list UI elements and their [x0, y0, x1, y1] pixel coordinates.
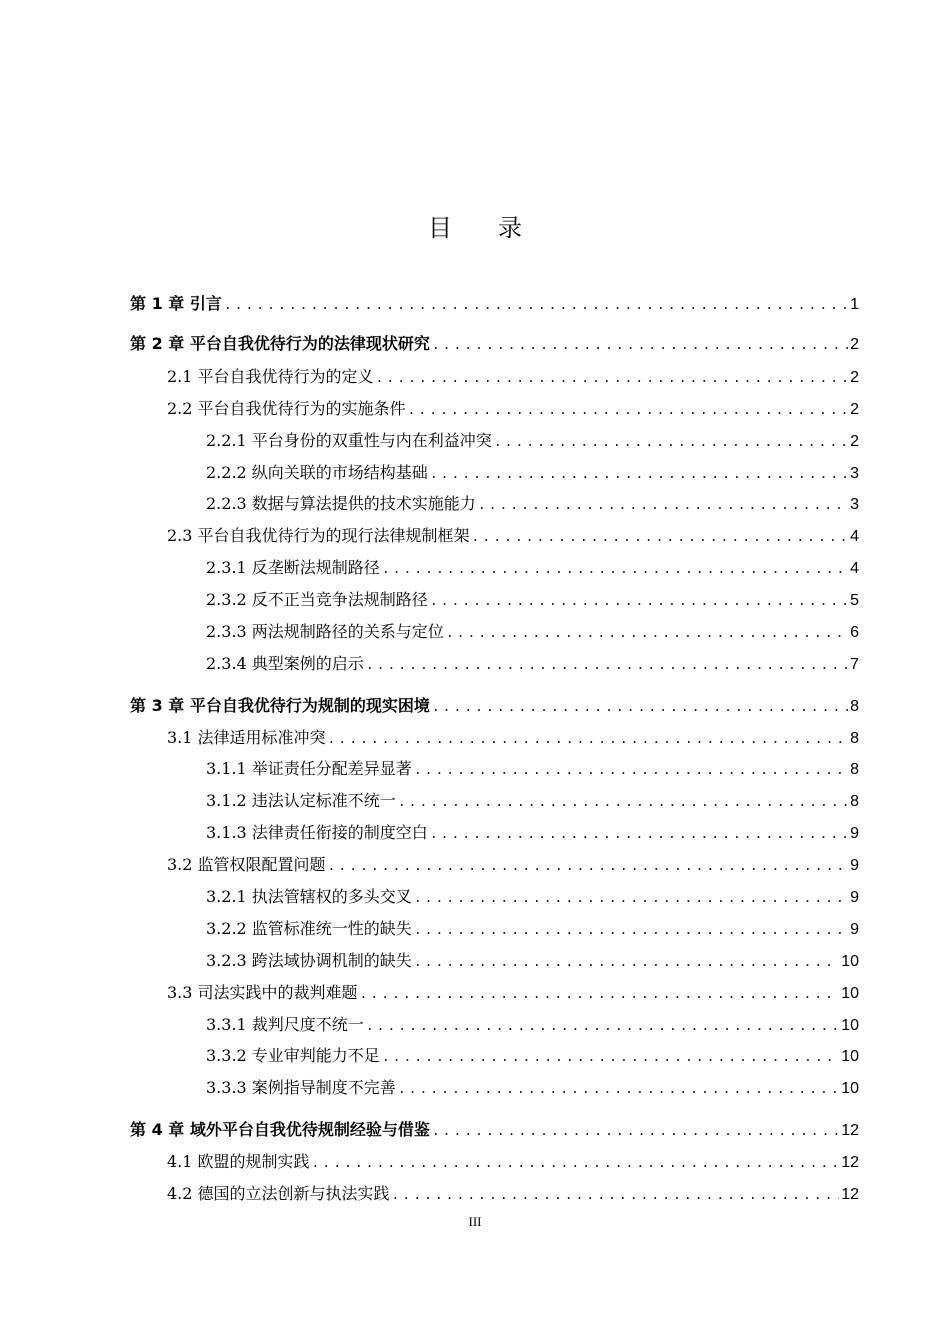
toc-page-number: 5 [850, 592, 859, 609]
toc-subsection-entry[interactable] [206, 885, 859, 909]
toc-dot-leader [472, 526, 849, 550]
toc-chapter-entry[interactable] [130, 694, 859, 718]
toc-entry-label: 2.2.2 纵向关联的市场结构基础 [206, 463, 428, 482]
toc-subsection-entry[interactable] [206, 556, 859, 580]
toc-dot-leader [312, 1152, 840, 1176]
toc-subsection-entry[interactable] [206, 917, 859, 941]
toc-entry-label: 3.3.1 裁判尺度不统一 [206, 1015, 364, 1034]
toc-page-number: 9 [850, 857, 859, 874]
toc-page-number: 12 [841, 1122, 859, 1139]
toc-entry-label: 3.1.3 法律责任衔接的制度空白 [206, 823, 428, 842]
toc-entry-label: 3.2.3 跨法域协调机制的缺失 [206, 951, 412, 970]
toc-title-char-2: 录 [498, 214, 522, 242]
toc-entry-label: 2.2.3 数据与算法提供的技术实施能力 [206, 494, 476, 513]
toc-entry-label: 2.3.4 典型案例的启示 [206, 654, 364, 673]
toc-page-number: 1 [850, 296, 859, 313]
toc-entry-label: 第 1 章 引言 [130, 294, 222, 313]
toc-dot-leader [446, 622, 848, 646]
toc-page-number: 10 [841, 1080, 859, 1097]
toc-page-number: 6 [850, 624, 859, 641]
toc-dot-leader [430, 823, 848, 847]
toc-dot-leader [366, 1015, 839, 1039]
toc-dot-leader [414, 759, 848, 783]
toc-subsection-entry[interactable] [206, 461, 859, 485]
toc-entry-label: 2.1 平台自我优待行为的定义 [167, 367, 374, 386]
toc-dot-leader [414, 887, 848, 911]
toc-dot-leader [432, 334, 848, 358]
toc-subsection-entry[interactable] [206, 1076, 859, 1100]
toc-section-entry[interactable] [167, 726, 859, 750]
toc-page-number: 8 [850, 730, 859, 747]
toc-dot-leader [392, 1184, 840, 1208]
toc-title [0, 208, 950, 243]
toc-title-char-1: 目 [428, 214, 452, 242]
page-number-footer: III [468, 1214, 482, 1229]
toc-dot-leader [432, 1120, 839, 1144]
toc-page-number: 4 [850, 528, 859, 545]
toc-section-entry[interactable] [167, 1150, 859, 1174]
toc-page-number: 2 [850, 369, 859, 386]
toc-entry-label: 第 3 章 平台自我优待行为规制的现实困境 [130, 696, 430, 715]
toc-page-number: 10 [841, 953, 859, 970]
toc-page-number: 9 [850, 889, 859, 906]
toc-page-number: 12 [841, 1154, 859, 1171]
toc-subsection-entry[interactable] [206, 429, 859, 453]
toc-page-number: 8 [850, 793, 859, 810]
toc-page-number: 12 [841, 1186, 859, 1203]
toc-entry-label: 4.1 欧盟的规制实践 [167, 1152, 310, 1171]
toc-subsection-entry[interactable] [206, 821, 859, 845]
toc-entry-label: 3.3.3 案例指导制度不完善 [206, 1078, 396, 1097]
toc-dot-leader [382, 1046, 839, 1070]
toc-dot-leader [398, 791, 848, 815]
toc-dot-leader [430, 590, 848, 614]
toc-subsection-entry[interactable] [206, 757, 859, 781]
toc-dot-leader [432, 696, 848, 720]
toc-dot-leader [398, 1078, 839, 1102]
toc-page-number: 3 [850, 496, 859, 513]
toc-page-number: 7 [850, 656, 859, 673]
toc-chapter-entry[interactable] [130, 332, 859, 356]
toc-subsection-entry[interactable] [206, 789, 859, 813]
toc-dot-leader [494, 431, 848, 455]
toc-entry-label: 3.2 监管权限配置问题 [167, 855, 326, 874]
toc-entry-label: 3.3.2 专业审判能力不足 [206, 1046, 380, 1065]
toc-subsection-entry[interactable] [206, 1044, 859, 1068]
toc-dot-leader [478, 494, 848, 518]
toc-dot-leader [414, 951, 839, 975]
toc-entry-label: 4.2 德国的立法创新与执法实践 [167, 1184, 390, 1203]
toc-dot-leader [328, 728, 849, 752]
toc-dot-leader [328, 855, 849, 879]
toc-dot-leader [366, 654, 848, 678]
toc-dot-leader [430, 463, 848, 487]
toc-section-entry[interactable] [167, 524, 859, 548]
toc-subsection-entry[interactable] [206, 492, 859, 516]
toc-page-number: 9 [850, 825, 859, 842]
toc-dot-leader [224, 294, 848, 318]
toc-section-entry[interactable] [167, 397, 859, 421]
toc-dot-leader [360, 983, 840, 1007]
toc-page-number: 10 [841, 985, 859, 1002]
toc-page-number: 2 [850, 433, 859, 450]
toc-entry-label: 第 4 章 域外平台自我优待规制经验与借鉴 [130, 1120, 430, 1139]
toc-entry-label: 3.1.1 举证责任分配差异显著 [206, 759, 412, 778]
toc-entry-label: 3.3 司法实践中的裁判难题 [167, 983, 358, 1002]
toc-entry-label: 3.2.1 执法管辖权的多头交叉 [206, 887, 412, 906]
toc-subsection-entry[interactable] [206, 588, 859, 612]
toc-entry-label: 3.1 法律适用标准冲突 [167, 728, 326, 747]
toc-subsection-entry[interactable] [206, 1013, 859, 1037]
toc-page-number: 9 [850, 921, 859, 938]
toc-dot-leader [382, 558, 848, 582]
toc-section-entry[interactable] [167, 853, 859, 877]
toc-dot-leader [376, 367, 849, 391]
toc-section-entry[interactable] [167, 365, 859, 389]
toc-chapter-entry[interactable] [130, 292, 859, 316]
toc-dot-leader [414, 919, 848, 943]
toc-page-number: 10 [841, 1017, 859, 1034]
toc-entry-label: 2.2 平台自我优待行为的实施条件 [167, 399, 406, 418]
toc-subsection-entry[interactable] [206, 949, 859, 973]
toc-entry-label: 2.3.2 反不正当竞争法规制路径 [206, 590, 428, 609]
toc-entry-label: 2.3 平台自我优待行为的现行法律规制框架 [167, 526, 470, 545]
toc-page-number: 2 [850, 336, 859, 353]
toc-entry-label: 第 2 章 平台自我优待行为的法律现状研究 [130, 334, 430, 353]
toc-entry-label: 3.1.2 违法认定标准不统一 [206, 791, 396, 810]
toc-page-number: 8 [850, 698, 859, 715]
toc-dot-leader [408, 399, 849, 423]
toc-page-number: 3 [850, 465, 859, 482]
toc-page-number: 8 [850, 761, 859, 778]
toc-subsection-entry[interactable] [206, 652, 859, 676]
toc-section-entry[interactable] [167, 981, 859, 1005]
toc-section-entry[interactable] [167, 1182, 859, 1206]
toc-page-number: 4 [850, 560, 859, 577]
toc-page-number: 10 [841, 1048, 859, 1065]
toc-subsection-entry[interactable] [206, 620, 859, 644]
toc-entry-label: 2.3.3 两法规制路径的关系与定位 [206, 622, 444, 641]
toc-chapter-entry[interactable] [130, 1118, 859, 1142]
toc-entry-label: 3.2.2 监管标准统一性的缺失 [206, 919, 412, 938]
toc-entry-label: 2.3.1 反垄断法规制路径 [206, 558, 380, 577]
toc-page-number: 2 [850, 401, 859, 418]
toc-entry-label: 2.2.1 平台身份的双重性与内在利益冲突 [206, 431, 492, 450]
